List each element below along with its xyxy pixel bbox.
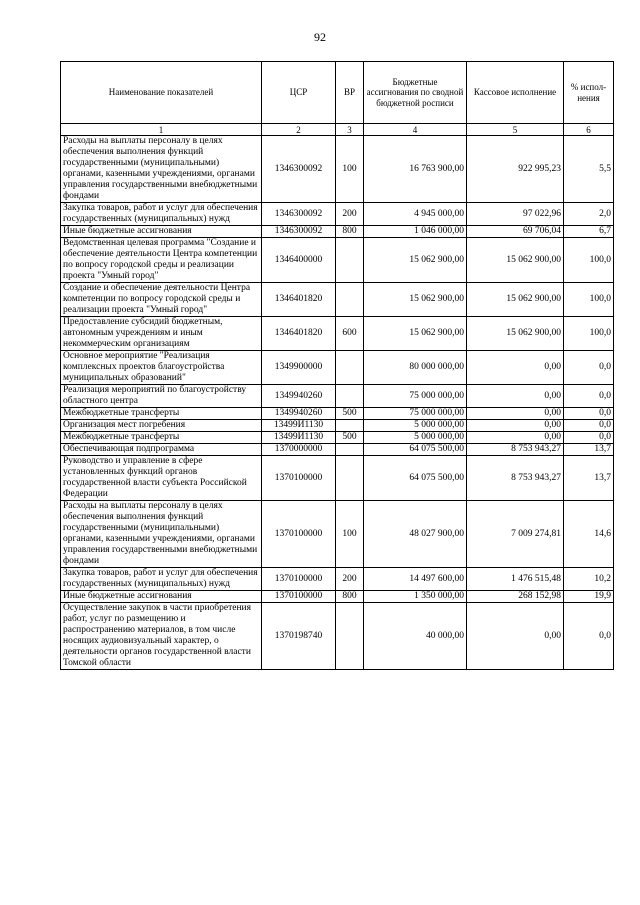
header-vr: ВР (336, 62, 364, 124)
column-number: 3 (336, 124, 364, 136)
cell-vr (336, 283, 364, 317)
cell-vr (336, 603, 364, 670)
cell-csr: 1370000000 (262, 444, 336, 456)
cell-cash: 0,00 (467, 420, 564, 432)
cell-cash: 7 009 274,81 (467, 501, 564, 568)
table-row (61, 420, 614, 432)
cell-name: Ведомственная целевая программа "Создание и обеспечение деятельности Центра компетенции по вопросу городской среды и реализации проекта "Умный город" (61, 238, 262, 283)
column-number: 4 (364, 124, 467, 136)
cell-vr: 500 (336, 432, 364, 444)
cell-cash: 8 753 943,27 (467, 456, 564, 501)
cell-budget: 1 046 000,00 (364, 226, 467, 238)
cell-csr: 1346400000 (262, 238, 336, 283)
cell-cash: 15 062 900,00 (467, 283, 564, 317)
table-row (61, 238, 614, 283)
cell-name: Руководство и управление в сфере установленных функций органов государственной власти субъекта Российской Федерации (61, 456, 262, 501)
budget-execution-table (60, 61, 614, 670)
cell-csr: 1346300092 (262, 136, 336, 203)
cell-csr: 13499И1130 (262, 432, 336, 444)
table-row (61, 568, 614, 591)
cell-vr: 100 (336, 136, 364, 203)
cell-name: Закупка товаров, работ и услуг для обеспечения государственных (муниципальных) нужд (61, 203, 262, 226)
cell-vr: 800 (336, 591, 364, 603)
cell-budget: 64 075 500,00 (364, 456, 467, 501)
page-number: 92 (314, 30, 326, 44)
table-row (61, 136, 614, 203)
cell-cash: 15 062 900,00 (467, 317, 564, 351)
cell-csr: 1370100000 (262, 568, 336, 591)
cell-name: Межбюджетные трансферты (61, 432, 262, 444)
cell-vr: 100 (336, 501, 364, 568)
table-row (61, 203, 614, 226)
cell-percent: 0,0 (564, 385, 614, 408)
cell-name: Обеспечивающая подпрограмма (61, 444, 262, 456)
cell-name: Закупка товаров, работ и услуг для обеспечения государственных (муниципальных) нужд (61, 568, 262, 591)
cell-vr (336, 456, 364, 501)
cell-budget: 40 000,00 (364, 603, 467, 670)
cell-name: Межбюджетные трансферты (61, 408, 262, 420)
cell-budget: 64 075 500,00 (364, 444, 467, 456)
cell-percent: 100,0 (564, 238, 614, 283)
header-cash: Кассовое исполнение (467, 62, 564, 124)
cell-cash: 97 022,96 (467, 203, 564, 226)
cell-name: Реализация мероприятий по благоустройству областного центра (61, 385, 262, 408)
cell-vr: 200 (336, 568, 364, 591)
header-budget: Бюджетные ассигнования по сводной бюджетной росписи (364, 62, 467, 124)
cell-cash: 69 706,04 (467, 226, 564, 238)
cell-csr: 1346401820 (262, 317, 336, 351)
cell-percent: 6,7 (564, 226, 614, 238)
cell-name: Осуществление закупок в части приобретения работ, услуг по размещению и распространению материалов, в том числе носящих аудиовизуальный характер, о деятельности органов государственной власти Томской области (61, 603, 262, 670)
cell-vr (336, 385, 364, 408)
cell-budget: 4 945 000,00 (364, 203, 467, 226)
header-csr: ЦСР (262, 62, 336, 124)
cell-name: Иные бюджетные ассигнования (61, 226, 262, 238)
cell-name: Расходы на выплаты персоналу в целях обеспечения выполнения функций государственными (муниципальными) органами, казенными учреждениями, органами управления государственными внебюджетными фондами (61, 501, 262, 568)
cell-percent: 0,0 (564, 420, 614, 432)
cell-csr: 1370100000 (262, 501, 336, 568)
cell-budget: 15 062 900,00 (364, 317, 467, 351)
cell-name: Предоставление субсидий бюджетным, автономным учреждениям и иным некоммерческим организациям (61, 317, 262, 351)
cell-csr: 1349900000 (262, 351, 336, 385)
table-row (61, 408, 614, 420)
cell-csr: 1370100000 (262, 456, 336, 501)
column-number: 5 (467, 124, 564, 136)
cell-percent: 13,7 (564, 444, 614, 456)
table-row (61, 444, 614, 456)
cell-percent: 0,0 (564, 408, 614, 420)
table-row (61, 385, 614, 408)
table-row (61, 591, 614, 603)
cell-percent: 0,0 (564, 432, 614, 444)
cell-cash: 0,00 (467, 432, 564, 444)
cell-vr (336, 420, 364, 432)
table-row (61, 501, 614, 568)
cell-name: Расходы на выплаты персоналу в целях обеспечения выполнения функций государственными (муниципальными) органами, казенными учреждениями, органами управления государственными внебюджетными фондами (61, 136, 262, 203)
cell-vr (336, 444, 364, 456)
cell-budget: 1 350 000,00 (364, 591, 467, 603)
cell-cash: 268 152,98 (467, 591, 564, 603)
cell-csr: 1346401820 (262, 283, 336, 317)
cell-percent: 13,7 (564, 456, 614, 501)
cell-percent: 10,2 (564, 568, 614, 591)
cell-vr: 200 (336, 203, 364, 226)
cell-cash: 0,00 (467, 385, 564, 408)
cell-csr: 1346300092 (262, 203, 336, 226)
header-percent: % испол-нения (564, 62, 614, 124)
cell-cash: 922 995,23 (467, 136, 564, 203)
table-header-row (61, 62, 614, 124)
cell-vr: 600 (336, 317, 364, 351)
cell-csr: 1370100000 (262, 591, 336, 603)
cell-budget: 48 027 900,00 (364, 501, 467, 568)
cell-csr: 13499И1130 (262, 420, 336, 432)
cell-budget: 16 763 900,00 (364, 136, 467, 203)
table-row (61, 317, 614, 351)
table-row (61, 456, 614, 501)
column-number-row (61, 124, 614, 136)
cell-vr (336, 351, 364, 385)
cell-name: Иные бюджетные ассигнования (61, 591, 262, 603)
cell-cash: 1 476 515,48 (467, 568, 564, 591)
table-row (61, 603, 614, 670)
cell-name: Организация мест погребения (61, 420, 262, 432)
cell-cash: 0,00 (467, 408, 564, 420)
cell-csr: 1370198740 (262, 603, 336, 670)
table-row (61, 432, 614, 444)
cell-budget: 5 000 000,00 (364, 432, 467, 444)
cell-percent: 0,0 (564, 351, 614, 385)
column-number: 6 (564, 124, 614, 136)
cell-budget: 75 000 000,00 (364, 385, 467, 408)
cell-budget: 75 000 000,00 (364, 408, 467, 420)
cell-vr (336, 238, 364, 283)
cell-percent: 5,5 (564, 136, 614, 203)
table-row (61, 226, 614, 238)
cell-cash: 8 753 943,27 (467, 444, 564, 456)
table-row (61, 283, 614, 317)
cell-budget: 80 000 000,00 (364, 351, 467, 385)
cell-name: Основное мероприятие "Реализация комплексных проектов благоустройства муниципальных образований" (61, 351, 262, 385)
cell-csr: 1349940260 (262, 408, 336, 420)
cell-vr: 500 (336, 408, 364, 420)
cell-name: Создание и обеспечение деятельности Центра компетенции по вопросу городской среды и реализации проекта "Умный город" (61, 283, 262, 317)
cell-percent: 2,0 (564, 203, 614, 226)
cell-cash: 15 062 900,00 (467, 238, 564, 283)
cell-cash: 0,00 (467, 351, 564, 385)
cell-budget: 14 497 600,00 (364, 568, 467, 591)
cell-percent: 100,0 (564, 283, 614, 317)
cell-cash: 0,00 (467, 603, 564, 670)
cell-budget: 15 062 900,00 (364, 238, 467, 283)
cell-budget: 5 000 000,00 (364, 420, 467, 432)
cell-percent: 100,0 (564, 317, 614, 351)
header-name: Наименование показателей (61, 62, 262, 124)
column-number: 1 (61, 124, 262, 136)
cell-budget: 15 062 900,00 (364, 283, 467, 317)
cell-percent: 0,0 (564, 603, 614, 670)
table-row (61, 351, 614, 385)
cell-csr: 1346300092 (262, 226, 336, 238)
table-body (61, 124, 614, 670)
cell-csr: 1349940260 (262, 385, 336, 408)
cell-vr: 800 (336, 226, 364, 238)
column-number: 2 (262, 124, 336, 136)
cell-percent: 19,9 (564, 591, 614, 603)
cell-percent: 14,6 (564, 501, 614, 568)
